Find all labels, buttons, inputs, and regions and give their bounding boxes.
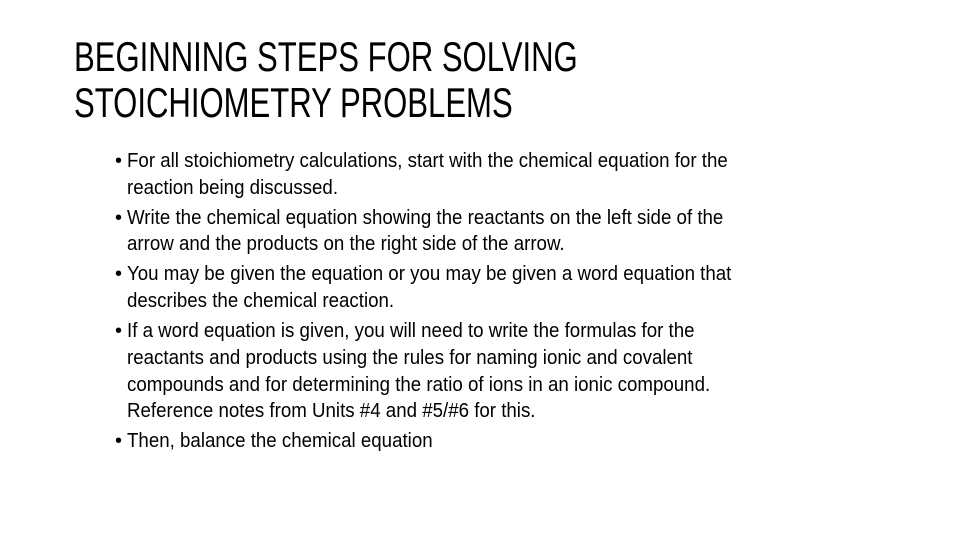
bullet-text: If a word equation is given, you will need to write the formulas for the [127,320,695,343]
title-line: STOICHIOMETRY PROBLEMS [74,79,513,126]
bullet-list [115,148,773,458]
bullet-item [115,205,773,258]
bullet-item [115,318,773,425]
bullet-item [115,148,773,201]
bullet-text: You may be given the equation or you may be given a word equation that [127,263,732,286]
title-line: BEGINNING STEPS FOR SOLVING [74,33,578,80]
bullet-text: compounds and for determining the ratio of ions in an ionic compound. [127,373,711,396]
bullet-text: Write the chemical equation showing the reactants on the left side of the [127,206,724,229]
slide-title [74,34,578,126]
bullet-text: Reference notes from Units #4 and #5/#6 for this. [127,400,536,423]
bullet-dot-icon: • [115,206,123,229]
bullet-dot-icon: • [115,263,123,286]
bullet-text: For all stoichiometry calculations, start with the chemical equation for the [127,150,728,172]
bullet-text: reactants and products using the rules for naming ionic and covalent [127,346,693,369]
bullet-text: Then, balance the chemical equation [127,430,433,453]
bullet-dot-icon: • [115,430,123,453]
bullet-text: reaction being discussed. [127,176,339,199]
bullet-text: describes the chemical reaction. [127,290,395,313]
bullet-item [115,261,773,314]
bullet-text: arrow and the products on the right side of the arrow. [127,233,565,256]
bullet-dot-icon: • [115,150,123,172]
bullet-item [115,428,773,455]
bullet-dot-icon: • [115,320,123,343]
